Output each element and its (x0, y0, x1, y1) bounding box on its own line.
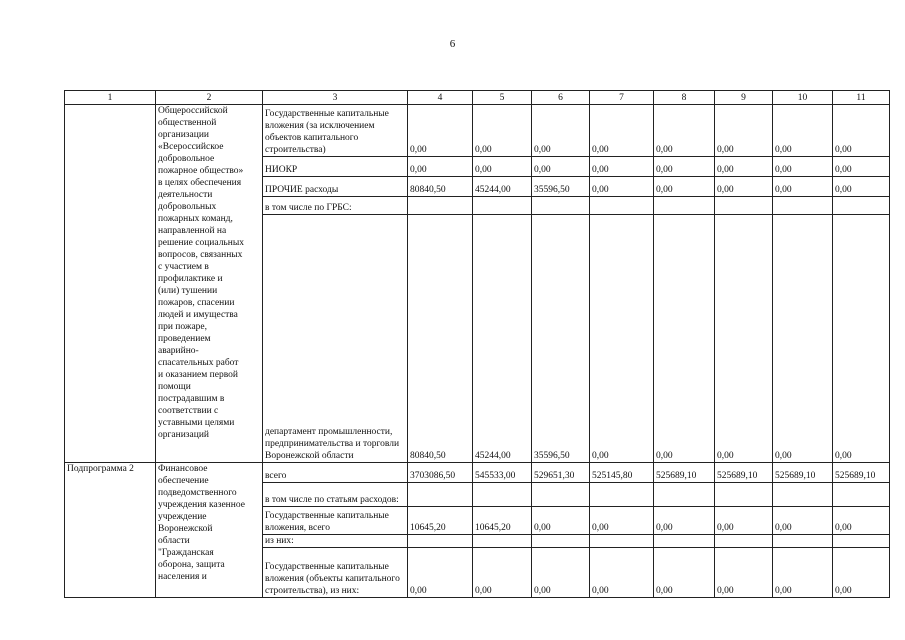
name-line: добровольное (158, 154, 215, 164)
value-cell: 525689,10 (654, 463, 715, 483)
value-cell (773, 483, 833, 507)
value-cell: 0,00 (654, 548, 715, 598)
value-cell: 0,00 (590, 105, 654, 157)
name-line: направленной на (158, 226, 227, 236)
name-line: профилактике и (158, 274, 223, 284)
name-line: и оказанием первой (158, 370, 238, 380)
value-cell: 525689,10 (833, 463, 890, 483)
value-cell: 525689,10 (773, 463, 833, 483)
name-line: обеспечение (158, 476, 209, 486)
value-cell: 0,00 (773, 157, 833, 177)
name-line: пострадавшим в (158, 394, 225, 404)
value-cell: 545533,00 (473, 463, 532, 483)
value-cell: 80840,50 (408, 177, 473, 197)
value-cell (532, 197, 590, 215)
value-cell: 45244,00 (473, 215, 532, 463)
value-cell (654, 197, 715, 215)
value-cell: 0,00 (715, 177, 773, 197)
value-cell: 0,00 (532, 548, 590, 598)
name-line: Финансовое (158, 464, 208, 474)
value-cell (715, 483, 773, 507)
name-line: помощи (158, 382, 191, 392)
value-cell: 0,00 (715, 157, 773, 177)
value-cell: 0,00 (833, 157, 890, 177)
name-line: людей и имущества (158, 310, 238, 320)
name-line: учреждение (158, 512, 207, 522)
name-line: добровольных (158, 202, 217, 212)
value-cell (654, 535, 715, 548)
name-line: «Всероссийское (158, 142, 224, 152)
value-cell (473, 535, 532, 548)
value-cell (715, 535, 773, 548)
name-line: при пожаре, (158, 322, 208, 332)
expense-category: ПРОЧИЕ расходы (263, 177, 408, 197)
expense-category: из них: (263, 535, 408, 548)
column-header: 1 (65, 91, 156, 105)
name-line: спасательных работ (158, 358, 239, 368)
column-number-row (65, 91, 890, 105)
expense-category: НИОКР (263, 157, 408, 177)
value-cell: 45244,00 (473, 177, 532, 197)
name-line: с участием в (158, 262, 209, 272)
value-cell (833, 483, 890, 507)
name-line: в целях обеспечения (158, 178, 242, 188)
value-cell: 0,00 (773, 177, 833, 197)
name-line: пожаров, спасении (158, 298, 235, 308)
name-line: Воронежской (158, 524, 213, 534)
expense-category: Государственные капитальные вложения (за исключением объектов капитального строительства) (263, 105, 408, 157)
name-line: пожарное общество» (158, 166, 244, 176)
value-cell: 35596,50 (532, 215, 590, 463)
expense-category: всего (263, 463, 408, 483)
name-line: населения и (158, 572, 207, 582)
expense-category: Государственные капитальные вложения, всего (263, 507, 408, 535)
page-number: 6 (449, 38, 456, 50)
value-cell: 0,00 (715, 507, 773, 535)
value-cell: 0,00 (773, 548, 833, 598)
value-cell: 0,00 (408, 105, 473, 157)
value-cell (408, 483, 473, 507)
subprogram-label-cell: Подпрограмма 2 (65, 463, 156, 598)
value-cell: 0,00 (715, 105, 773, 157)
value-cell: 0,00 (408, 157, 473, 177)
value-cell: 0,00 (654, 105, 715, 157)
value-cell (532, 483, 590, 507)
value-cell (833, 535, 890, 548)
value-cell: 0,00 (590, 157, 654, 177)
name-line: организации (158, 130, 210, 140)
name-line: пожарных команд, (158, 214, 233, 224)
value-cell (654, 483, 715, 507)
program-name-cell (156, 105, 263, 463)
value-cell: 0,00 (833, 105, 890, 157)
column-header: 5 (473, 91, 532, 105)
value-cell: 0,00 (590, 215, 654, 463)
value-cell: 0,00 (532, 507, 590, 535)
value-cell: 3703086,50 (408, 463, 473, 483)
expense-category: в том числе по статьям расходов: (263, 483, 408, 507)
column-header: 6 (532, 91, 590, 105)
name-line: подведомственного (158, 488, 237, 498)
column-header: 9 (715, 91, 773, 105)
value-cell: 0,00 (715, 215, 773, 463)
value-cell: 529651,30 (532, 463, 590, 483)
budget-table (64, 90, 890, 598)
value-cell: 10645,20 (473, 507, 532, 535)
expense-category: Государственные капитальные вложения (объекты капитального строительства), из них: (263, 548, 408, 598)
value-cell (473, 197, 532, 215)
name-line: аварийно- (158, 346, 199, 356)
name-line: (или) тушении (158, 286, 218, 296)
column-header: 2 (156, 91, 263, 105)
value-cell: 0,00 (654, 215, 715, 463)
name-line: деятельности (158, 190, 213, 200)
value-cell: 0,00 (473, 548, 532, 598)
value-cell: 80840,50 (408, 215, 473, 463)
value-cell: 0,00 (532, 105, 590, 157)
value-cell (715, 197, 773, 215)
value-cell: 0,00 (532, 157, 590, 177)
value-cell: 0,00 (590, 177, 654, 197)
expense-category: в том числе по ГРБС: (263, 197, 408, 215)
value-cell: 0,00 (773, 105, 833, 157)
name-line: Общероссийской (158, 106, 228, 116)
program-label-cell (65, 105, 156, 463)
name-line: соответствии с (158, 406, 219, 416)
value-cell (590, 535, 654, 548)
value-cell: 0,00 (654, 177, 715, 197)
name-line: проведением (158, 334, 211, 344)
value-cell (408, 535, 473, 548)
column-header: 10 (773, 91, 833, 105)
table-row (65, 105, 890, 157)
value-cell: 0,00 (773, 215, 833, 463)
name-line: общественной (158, 118, 217, 128)
value-cell: 35596,50 (532, 177, 590, 197)
expense-category: департамент промышленности, предпринимательства и торговли Воронежской области (263, 215, 408, 463)
value-cell: 0,00 (473, 105, 532, 157)
value-cell: 10645,20 (408, 507, 473, 535)
column-header: 3 (263, 91, 408, 105)
value-cell (590, 483, 654, 507)
value-cell: 0,00 (833, 507, 890, 535)
value-cell: 525689,10 (715, 463, 773, 483)
name-line: области (158, 536, 190, 546)
value-cell (408, 197, 473, 215)
value-cell: 0,00 (408, 548, 473, 598)
column-header: 7 (590, 91, 654, 105)
name-line: учреждения казенное (158, 500, 245, 510)
name-line: решение социальных (158, 238, 244, 248)
value-cell: 525145,80 (590, 463, 654, 483)
value-cell: 0,00 (833, 177, 890, 197)
name-line: "Гражданская (158, 548, 214, 558)
name-line: оборона, защита (158, 560, 225, 570)
value-cell: 0,00 (654, 507, 715, 535)
value-cell: 0,00 (654, 157, 715, 177)
value-cell (473, 483, 532, 507)
column-header: 11 (833, 91, 890, 105)
value-cell: 0,00 (473, 157, 532, 177)
value-cell (532, 535, 590, 548)
table-row (65, 463, 890, 483)
value-cell: 0,00 (833, 548, 890, 598)
value-cell (590, 197, 654, 215)
name-line: уставными целями (158, 418, 235, 428)
column-header: 8 (654, 91, 715, 105)
value-cell: 0,00 (773, 507, 833, 535)
value-cell (773, 197, 833, 215)
value-cell: 0,00 (833, 215, 890, 463)
value-cell: 0,00 (590, 507, 654, 535)
value-cell: 0,00 (590, 548, 654, 598)
value-cell (833, 197, 890, 215)
name-line: организаций (158, 430, 210, 440)
column-header: 4 (408, 91, 473, 105)
value-cell (773, 535, 833, 548)
value-cell: 0,00 (715, 548, 773, 598)
subprogram-name-cell (156, 463, 263, 598)
name-line: вопросов, связанных (158, 250, 243, 260)
